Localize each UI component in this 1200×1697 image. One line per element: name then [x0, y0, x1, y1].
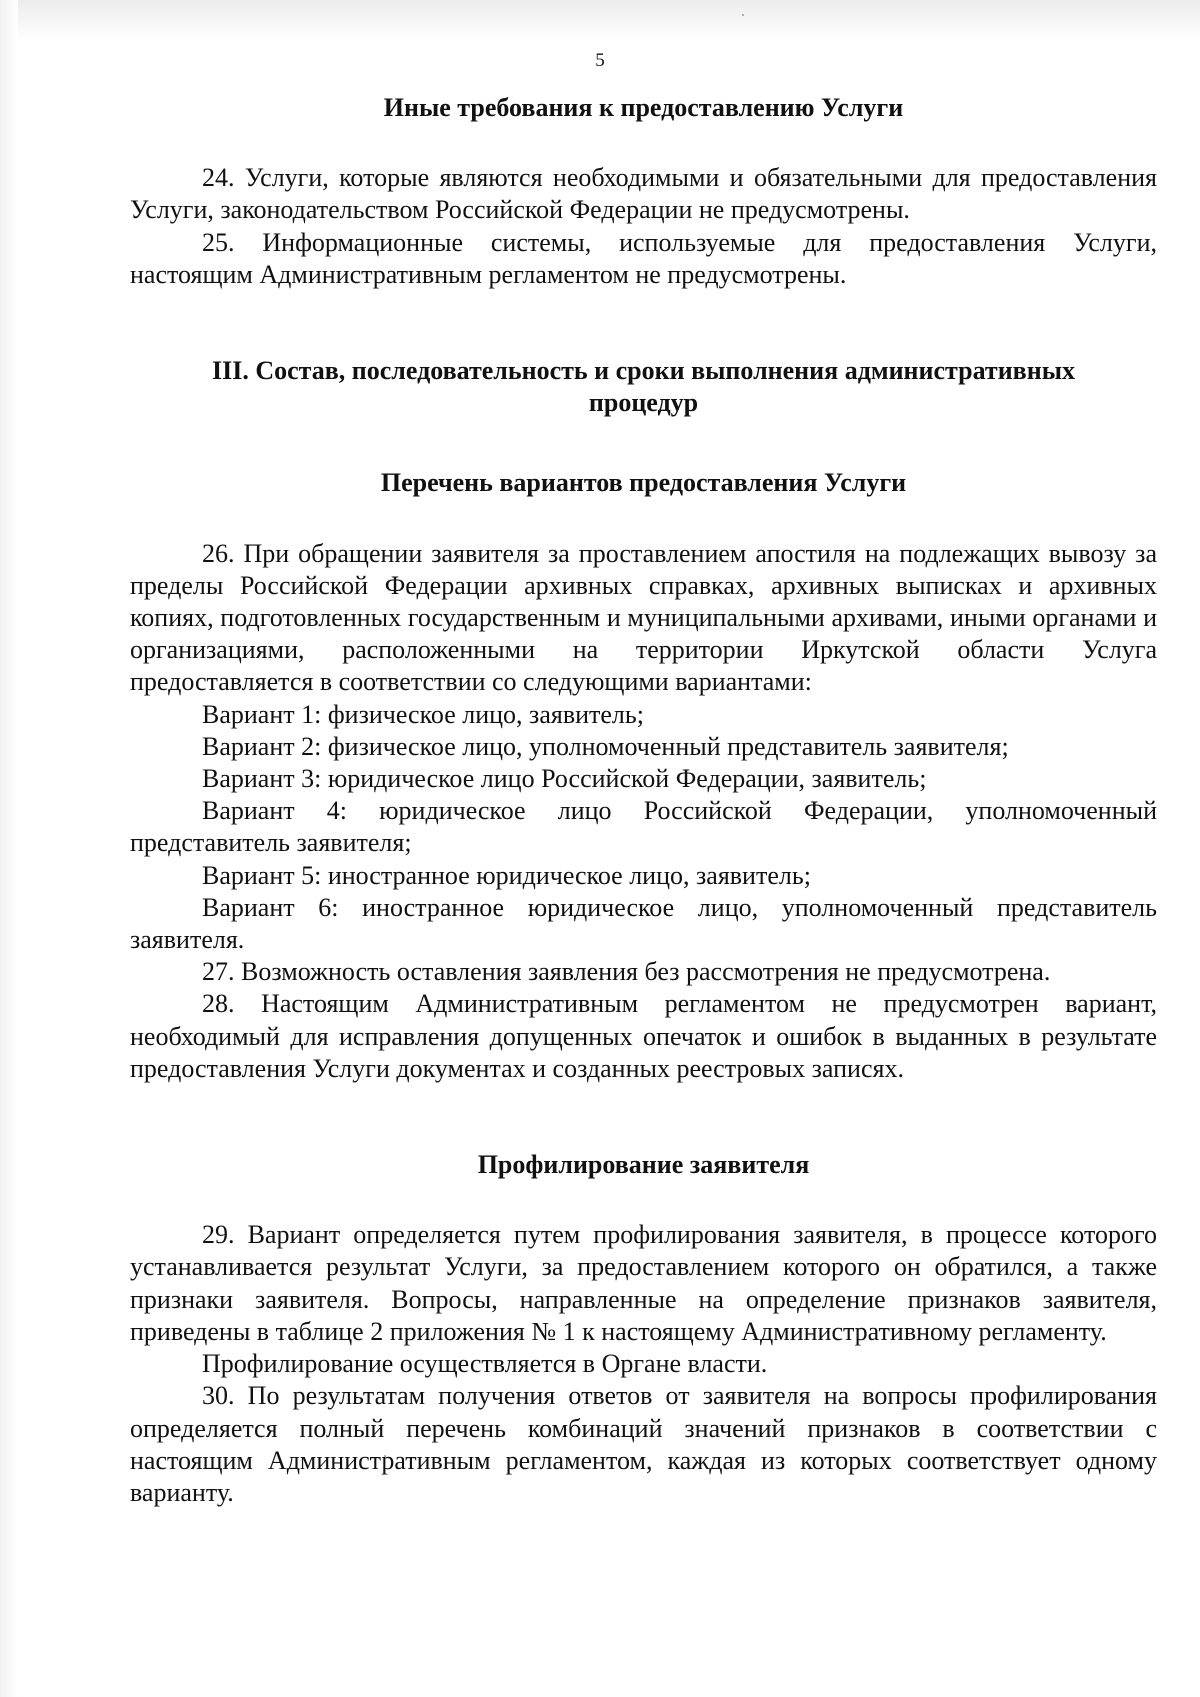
paragraph-29: 29. Вариант определяется путем профилирования заявителя, в процессе которого устанавливается результат Услуги, за предоставлением которого он обратился, а также признаки заявителя. Вопросы, направленные на определение признаков заявителя, приведены в таблице 2 приложения № 1 к настоящему Административному регламенту.	[130, 1220, 1157, 1346]
variant-item-2: Вариант 2: физическое лицо, уполномоченный представитель заявителя;	[202, 731, 1009, 761]
paragraph-24: 24. Услуги, которые являются необходимыми и обязательными для предоставления Услуги, законодательством Российской Федерации не предусмотрены.	[130, 163, 1157, 225]
paragraph-30: 30. По результатам получения ответов от заявителя на вопросы профилирования определяется полный перечень комбинаций значений признаков в соответствии с настоящим Административным регламентом, каждая из которых соответствует одному варианту.	[130, 1381, 1157, 1507]
scan-speck	[742, 14, 744, 16]
paragraph-27: 27. Возможность оставления заявления без рассмотрения не предусмотрена.	[202, 957, 1051, 987]
variant-item-6: Вариант 6: иностранное юридическое лицо, уполномоченный представитель заявителя.	[130, 892, 1157, 955]
scan-top-shadow	[0, 0, 1200, 42]
chapter-heading-line2: процедур	[588, 388, 699, 418]
chapter-heading-line1: III. Состав, последовательность и сроки выполнения административных	[211, 356, 1075, 386]
variant-item-5: Вариант 5: иностранное юридическое лицо, заявитель;	[202, 860, 811, 890]
scan-left-shadow	[0, 0, 18, 1697]
paragraph-29-note: Профилирование осуществляется в Органе власти.	[202, 1349, 768, 1379]
paragraph-28: 28. Настоящим Административным регламентом не предусмотрен вариант, необходимый для исправления допущенных опечаток и ошибок в выданных в результате предоставления Услуги документах и созданных реестровых записях.	[130, 989, 1157, 1083]
variant-item-4: Вариант 4: юридическое лицо Российской Федерации, уполномоченный представитель заявителя;	[130, 796, 1157, 858]
document-body	[130, 92, 1157, 1509]
paragraph-25: 25. Информационные системы, используемые для предоставления Услуги, настоящим Административным регламентом не предусмотрены.	[130, 227, 1157, 289]
variant-item-3: Вариант 3: юридическое лицо Российской Федерации, заявитель;	[202, 764, 927, 794]
section-heading-other-requirements: Иные требования к предоставлению Услуги	[383, 93, 904, 122]
section-heading-variants: Перечень вариантов предоставления Услуги	[380, 468, 907, 498]
section-heading-profiling: Профилирование заявителя	[477, 1150, 810, 1180]
variant-item-1: Вариант 1: физическое лицо, заявитель;	[202, 699, 644, 729]
paragraph-26: 26. При обращении заявителя за проставлением апостиля на подлежащих вывозу за пределы Российской Федерации архивных справках, архивных выписках и архивных копиях, подготовленных государственным и муниципальными архивами, иными органами и организациями, расположенными на территории Иркутской области Услуга предоставляется в соответствии со следующими вариантами:	[130, 538, 1157, 697]
page-number: 5	[595, 50, 605, 71]
